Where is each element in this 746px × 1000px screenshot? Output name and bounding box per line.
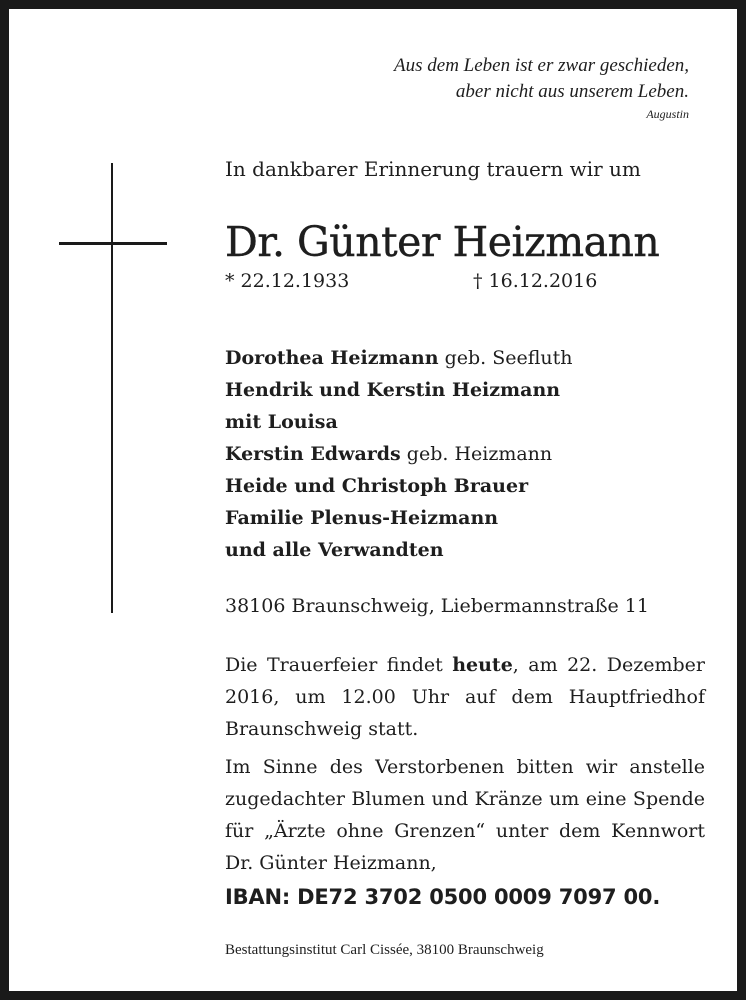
mourner-line: Hendrik und Kerstin Heizmann bbox=[225, 379, 561, 401]
birth-date: * 22.12.1933 bbox=[225, 270, 350, 292]
funeral-home-footer: Bestattungsinstitut Carl Cissée, 38100 Braunschweig bbox=[225, 942, 544, 958]
quote-author: Augustin bbox=[646, 107, 689, 121]
death-date: † 16.12.2016 bbox=[473, 270, 598, 292]
family-address: 38106 Braunschweig, Liebermannstraße 11 bbox=[225, 595, 649, 617]
mourner-line: Kerstin Edwards geb. Heizmann bbox=[225, 443, 553, 465]
mourner-line: und alle Verwandten bbox=[225, 539, 444, 561]
ceremony-paragraph: Die Trauerfeier findet heute, am 22. Dezember 2016, um 12.00 Uhr auf dem Hauptfriedhof Braunschweig statt. bbox=[225, 654, 705, 740]
quote-line-1: Aus dem Leben ist er zwar geschieden, bbox=[394, 55, 689, 76]
mourner-line: Dorothea Heizmann geb. Seefluth bbox=[225, 347, 573, 369]
cross-horizontal-bar bbox=[59, 242, 167, 245]
deceased-name: Dr. Günter Heizmann bbox=[225, 218, 660, 266]
mourner-line: mit Louisa bbox=[225, 411, 338, 433]
mourners-list bbox=[225, 342, 705, 566]
life-dates bbox=[225, 267, 705, 295]
quote-line-2: aber nicht aus unserem Leben. bbox=[455, 81, 689, 102]
intro-line: In dankbarer Erinnerung trauern wir um bbox=[225, 157, 641, 181]
cross-vertical-bar bbox=[111, 163, 113, 613]
mourner-line: Familie Plenus-Heizmann bbox=[225, 507, 499, 529]
iban-line: IBAN: DE72 3702 0500 0009 7097 00. bbox=[225, 885, 661, 909]
ceremony-today: heute bbox=[452, 654, 513, 676]
epigraph-quote bbox=[394, 53, 689, 122]
mourner-line: Heide und Christoph Brauer bbox=[225, 475, 529, 497]
donation-paragraph: Im Sinne des Verstorbenen bitten wir anstelle zugedachter Blumen und Kränze um eine Spende für „Ärzte ohne Grenzen“ unter dem Kennwort Dr. Günter Heizmann, bbox=[225, 756, 705, 874]
